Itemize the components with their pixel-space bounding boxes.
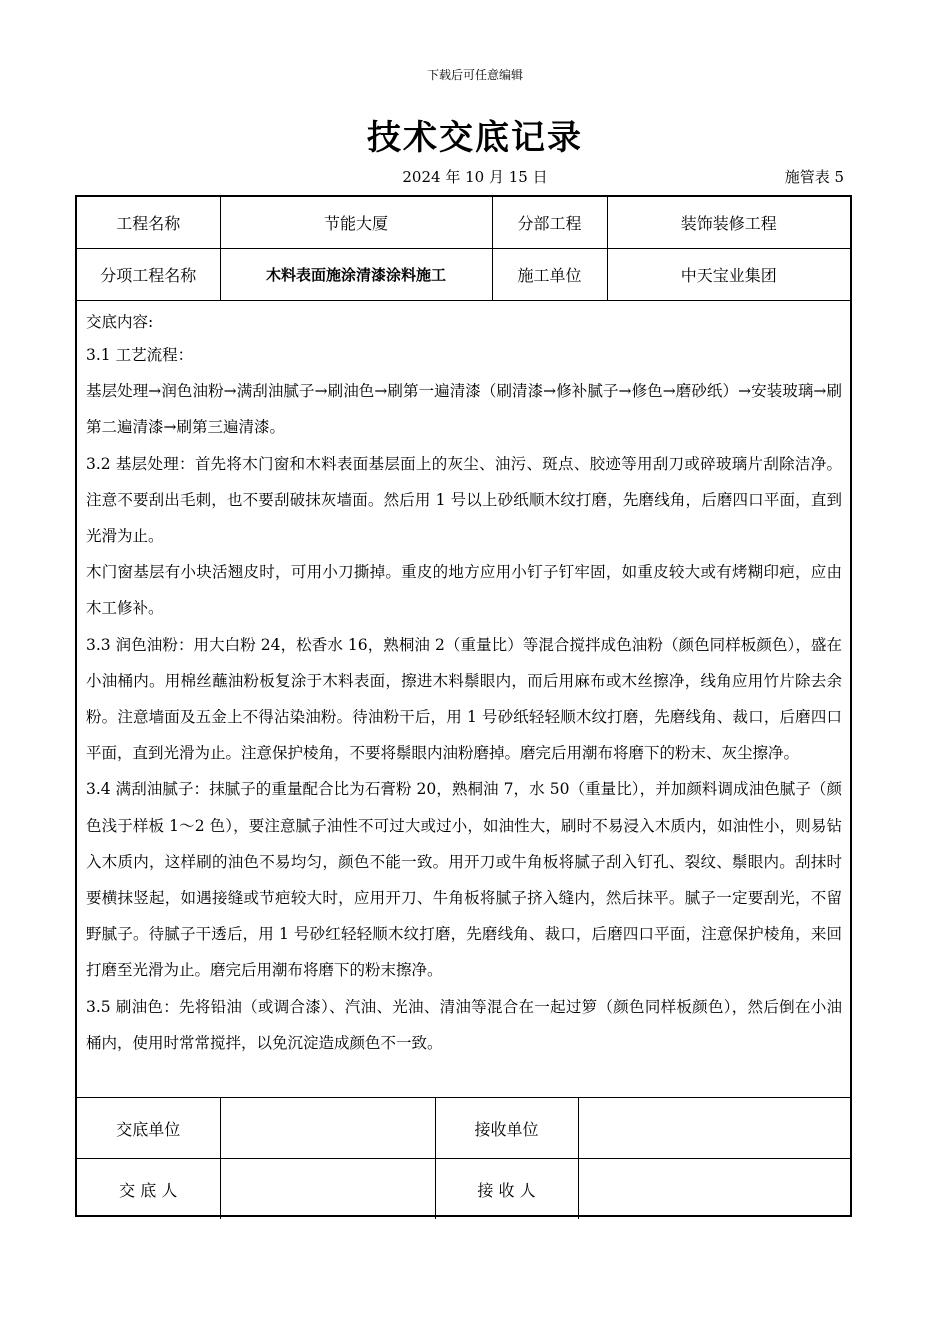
issuer-field[interactable] [220,1159,435,1220]
content-paragraph: 3.5 刷油色：先将铅油（或调合漆）、汽油、光油、清油等混合在一起过箩（颜色同样板颜色），然后倒在小油桶内，使用时常常搅拌，以免沉淀造成颜色不一致。 [86,997,842,1052]
project-name-label: 工程名称 [77,197,220,249]
content-paragraph: 3.3 润色油粉：用大白粉 24，松香水 16，熟桐油 2（重量比）等混合搅拌成色油粉（颜色同样板颜色），盛在小油桶内。用棉丝蘸油粉板复涂于木料表面，擦进木料鬃眼内，而后用麻布或木丝擦净，线角应用竹片除去余粉。注意墙面及五金上不得沾染油粉。待油粉干后，用 1 号砂纸轻轻顺木纹打磨，先磨线角、裁口，后磨四口平面，直到光滑为止。注意保护棱角，不要将鬃眼内油粉磨掉。磨完后用潮布将磨下的粉末、灰尘擦净。 [86,635,842,763]
briefing-content [77,301,850,1098]
subitem-row [77,249,850,301]
receiver-unit-label: 接收单位 [435,1098,578,1159]
person-row [77,1159,850,1220]
content-paragraph: 基层处理→润色油粉→满刮油腻子→刷油色→刷第一遍清漆（刷清漆→修补腻子→修色→磨砂纸）→安装玻璃→刷第二遍清漆→刷第三遍清漆。 [86,382,842,437]
construction-unit-label: 施工单位 [492,249,607,301]
issuer-label: 交 底 人 [77,1159,220,1220]
content-paragraph: 3.1 工艺流程： [86,346,194,364]
form-number: 施管表 5 [784,168,844,186]
receiver-field[interactable] [578,1159,850,1220]
receiver-unit-field[interactable] [578,1098,850,1159]
subitem-name-label: 分项工程名称 [77,249,220,301]
document-date: 2024 年 10 月 15 日 [402,168,548,186]
issuer-unit-field[interactable] [220,1098,435,1159]
unit-row [77,1098,850,1159]
project-name-value: 节能大厦 [220,197,492,249]
issuer-unit-label: 交底单位 [77,1098,220,1159]
division-label: 分部工程 [492,197,607,249]
content-paragraph: 3.4 满刮油腻子：抹腻子的重量配合比为石膏粉 20，熟桐油 7，水 50（重量比），并加颜料调成油色腻子（颜色浅于样板 1～2 色），要注意腻子油性不可过大或过小，如油性大，刷时不易浸入木质内，如油性小，则易钻入木质内，这样刷的油色不易均匀，颜色不能一致。用开刀或牛角板将腻子刮入钉孔、裂纹、鬃眼内。刮抹时要横抹竖起，如遇接缝或节疤较大时，应用开刀、牛角板将腻子挤入缝内，然后抹平。腻子一定要刮光，不留野腻子。待腻子干透后，用 1 号砂红轻轻顺木纹打磨，先磨线角、裁口，后磨四口平面，注意保护棱角，来回打磨至光滑为止。磨完后用潮布将磨下的粉末擦净。 [86,780,842,980]
division-value: 装饰装修工程 [607,197,850,249]
project-info-table [77,197,850,301]
construction-unit-value: 中天宝业集团 [607,249,850,301]
project-row [77,197,850,249]
content-heading: 交底内容: [86,313,154,331]
receiver-label: 接 收 人 [435,1159,578,1220]
signoff-table [77,1098,850,1219]
record-form [75,195,852,1217]
document-title: 技术交底记录 [367,118,583,158]
download-note: 下载后可任意编辑 [426,68,523,82]
content-paragraph: 3.2 基层处理：首先将木门窗和木料表面基层面上的灰尘、油污、斑点、胶迹等用刮刀或碎玻璃片刮除洁净。注意不要刮出毛刺，也不要刮破抹灰墙面。然后用 1 号以上砂纸顺木纹打磨，先磨线角，后磨四口平面，直到光滑为止。 [86,454,842,546]
subitem-name-value: 木料表面施涂清漆涂料施工 [220,249,492,301]
content-paragraph: 木门窗基层有小块活翘皮时，可用小刀撕掉。重皮的地方应用小钉子钉牢固，如重皮较大或有烤糊印疤，应由木工修补。 [86,563,842,618]
